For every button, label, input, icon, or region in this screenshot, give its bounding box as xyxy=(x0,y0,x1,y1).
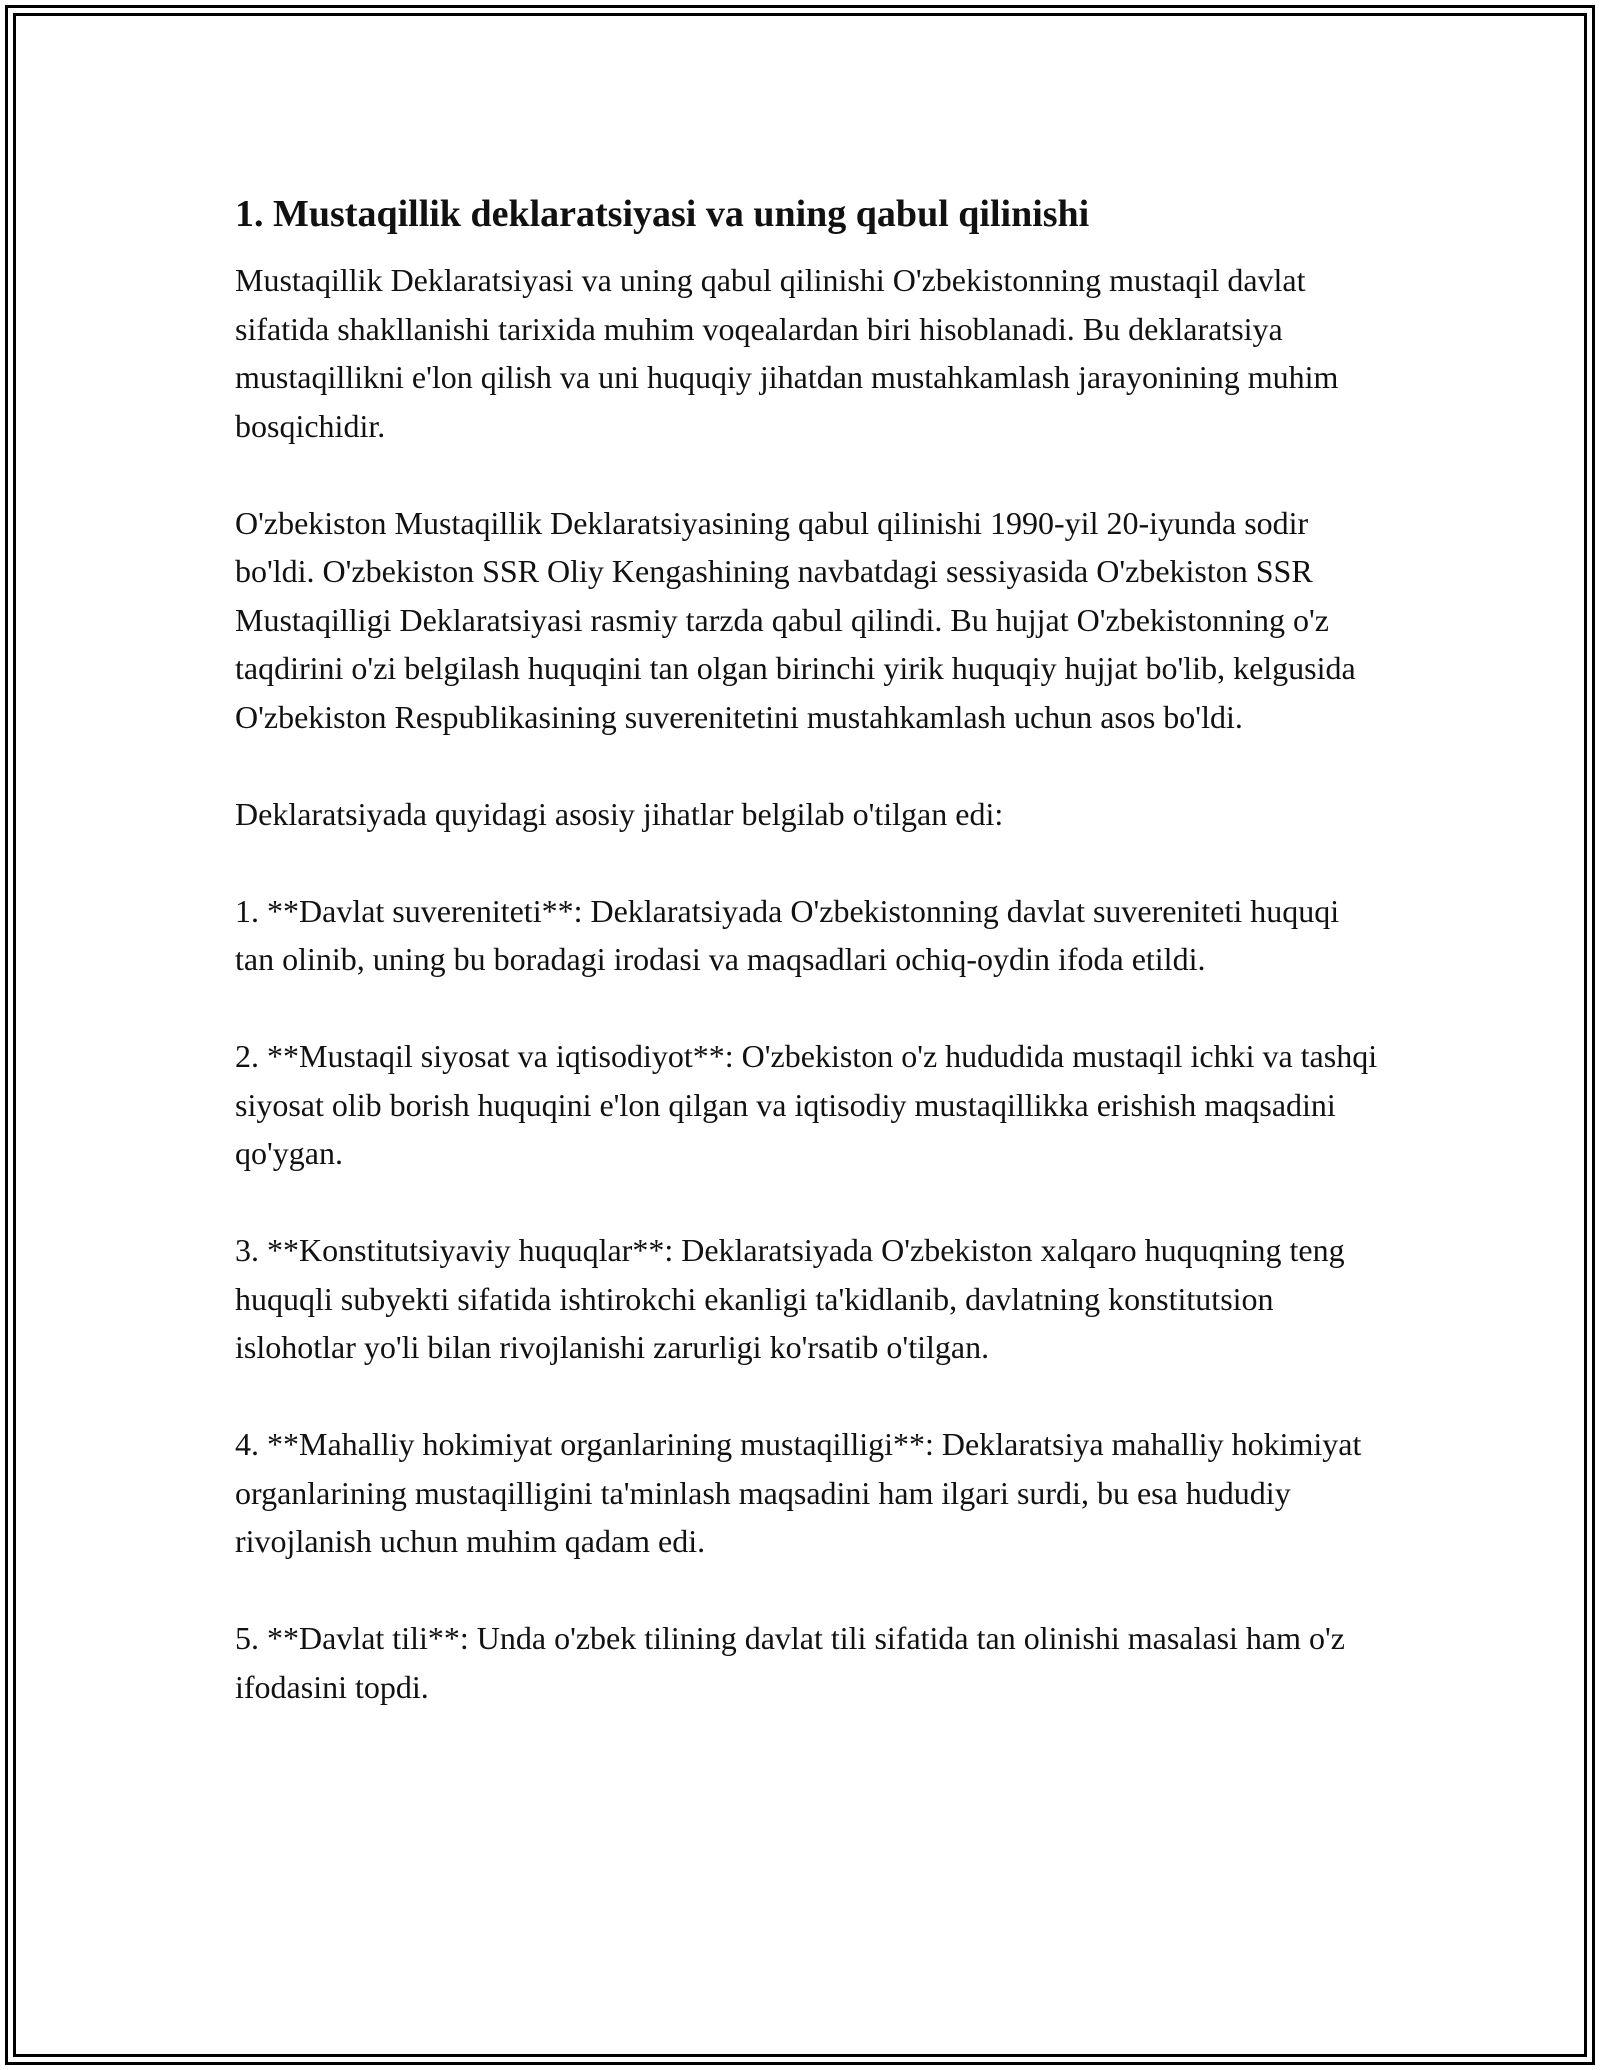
paragraph-list-intro: Deklaratsiyada quyidagi asosiy jihatlar belgilab o'tilgan edi: xyxy=(235,795,1004,832)
paragraph-adoption: O'zbekiston Mustaqillik Deklaratsiyasining qabul qilinishi 1990-yil 20-iyunda sodir bo'ldi. O'zbekiston SSR Oliy Kengashining navbatdagi sessiyasida O'zbekiston SSR Mustaqilligi Deklaratsiyasi rasmiy tarzda qabul qilindi. Bu hujjat O'zbekistonning o'z taqdirini o'zi belgilash huquqini tan olgan birinchi yirik huquqiy hujjat bo'lib, kelgusida O'zbekiston Respublikasining suverenitetini mustahkamlash uchun asos bo'ldi. xyxy=(235,504,1356,735)
list-item-constitutional-rights: 3. **Konstitutsiyaviy huquqlar**: Deklaratsiyada O'zbekiston xalqaro huquqning teng huquqli subyekti sifatida ishtirokchi ekanligi ta'kidlanib, davlatning konstitutsion islohotlar yo'li bilan rivojlanishi zarurligi ko'rsatib o'tilgan. xyxy=(235,1232,1345,1365)
document-title: 1. Mustaqillik deklaratsiyasi va uning qabul qilinishi xyxy=(235,193,1090,235)
list-item-sovereignty: 1. **Davlat suvereniteti**: Deklaratsiyada O'zbekistonning davlat suvereniteti huquqi tan olinib, uning bu boradagi irodasi va maqsadlari ochiq-oydin ifoda etildi. xyxy=(235,892,1340,977)
list-item-state-language: 5. **Davlat tili**: Unda o'zbek tilining davlat tili sifatida tan olinishi masalasi ham o'z ifodasini topdi. xyxy=(235,1620,1345,1705)
list-item-independent-policy: 2. **Mustaqil siyosat va iqtisodiyot**: O'zbekiston o'z hududida mustaqil ichki va tashqi siyosat olib borish huquqini e'lon qilgan va iqtisodiy mustaqillikka erishish maqsadini qo'ygan. xyxy=(235,1038,1378,1171)
paragraph-intro: Mustaqillik Deklaratsiyasi va uning qabul qilinishi O'zbekistonning mustaqil davlat sifatida shakllanishi tarixida muhim voqealardan biri hisoblanadi. Bu deklaratsiya mustaqillikni e'lon qilish va uni huquqiy jihatdan mustahkamlash jarayonining muhim bosqichidir. xyxy=(235,262,1339,444)
list-item-local-government: 4. **Mahalliy hokimiyat organlarining mustaqilligi**: Deklaratsiya mahalliy hokimiyat organlarining mustaqilligini ta'minlash maqsadini ham ilgari surdi, bu esa hududiy rivojlanish uchun muhim qadam edi. xyxy=(235,1426,1362,1559)
document-body xyxy=(235,188,1380,1711)
